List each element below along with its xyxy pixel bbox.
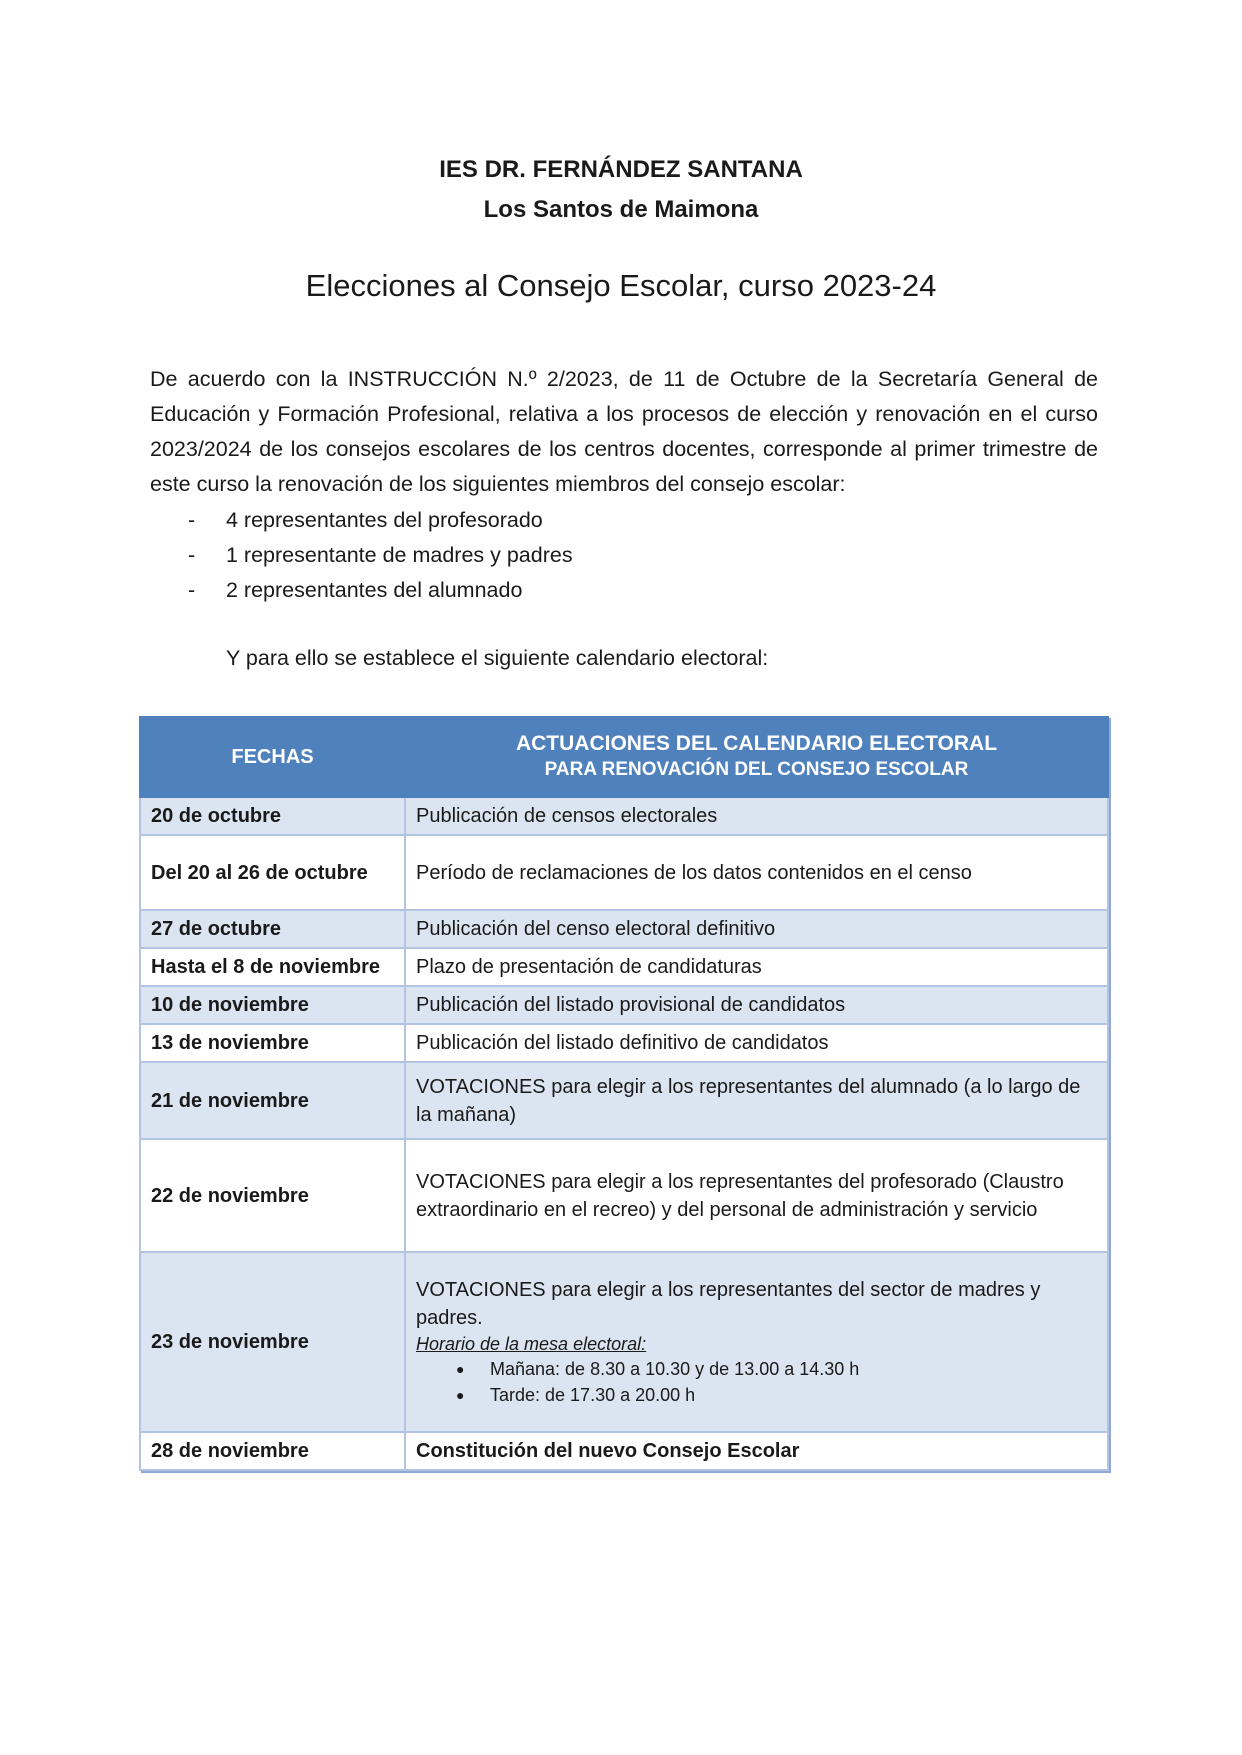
document-title: Elecciones al Consejo Escolar, curso 2023-24 — [305, 268, 937, 303]
row-action — [405, 1252, 1108, 1432]
intro-paragraph: De acuerdo con la INSTRUCCIÓN N.º 2/2023, de 11 de Octubre de la Secretaría General de Educación y Formación Profesional, relativa a los procesos de elección y renovación en el curso 2023/2024 de los consejos escolares de los centros docentes, corresponde al primer trimestre de este curso la renovación de los siguientes miembros del consejo escolar: — [150, 367, 1098, 496]
table-row — [140, 910, 1108, 948]
row-action: Publicación del listado definitivo de candidatos — [405, 1024, 1108, 1062]
table-header-row — [140, 717, 1108, 797]
row-date: 27 de octubre — [140, 910, 405, 948]
row-action-text: VOTACIONES para elegir a los representantes del sector de madres y padres. — [416, 1279, 1041, 1329]
school-name: IES DR. FERNÁNDEZ SANTANA — [439, 156, 803, 183]
list-item: - 4 representantes del profesorado — [150, 503, 950, 538]
header-actions-line1: ACTUACIONES DEL CALENDARIO ELECTORAL — [515, 732, 998, 755]
table-row — [140, 1024, 1108, 1062]
row-date: 22 de noviembre — [140, 1139, 405, 1252]
school-town: Los Santos de Maimona — [483, 196, 759, 223]
table-row — [140, 797, 1108, 835]
row-action: Publicación del censo electoral definitivo — [405, 910, 1108, 948]
header-actions — [405, 717, 1108, 797]
row-date: 28 de noviembre — [140, 1432, 405, 1470]
electoral-calendar-table — [139, 716, 1109, 1471]
row-action: Período de reclamaciones de los datos contenidos en el censo — [405, 835, 1108, 910]
row-date: 21 de noviembre — [140, 1062, 405, 1139]
schedule-heading: Horario de la mesa electoral: — [416, 1334, 647, 1354]
dash-marker: - — [188, 543, 196, 567]
list-item: ● Mañana: de 8.30 a 10.30 y de 13.00 a 14.30 h — [456, 1356, 1097, 1382]
schedule-list — [416, 1356, 1097, 1408]
header-actions-line2: PARA RENOVACIÓN DEL CONSEJO ESCOLAR — [544, 759, 969, 780]
row-action: Publicación de censos electorales — [405, 797, 1108, 835]
table-row — [140, 986, 1108, 1024]
row-action: VOTACIONES para elegir a los representantes del alumnado (a lo largo de la mañana) — [405, 1062, 1108, 1139]
row-action: Publicación del listado provisional de candidatos — [405, 986, 1108, 1024]
table-row — [140, 1252, 1108, 1432]
row-action: VOTACIONES para elegir a los representantes del profesorado (Claustro extraordinario en el recreo) y del personal de administración y servicio — [405, 1139, 1108, 1252]
row-date: 20 de octubre — [140, 797, 405, 835]
dash-marker: - — [188, 578, 196, 602]
list-item: ● Tarde: de 17.30 a 20.00 h — [456, 1382, 1097, 1408]
header-dates: FECHAS — [140, 717, 405, 797]
row-date: Del 20 al 26 de octubre — [140, 835, 405, 910]
table-row — [140, 1432, 1108, 1470]
list-item: - 1 representante de madres y padres — [150, 538, 950, 573]
row-action: Constitución del nuevo Consejo Escolar — [405, 1432, 1108, 1470]
table-row — [140, 948, 1108, 986]
table-row — [140, 1139, 1108, 1252]
row-date: 23 de noviembre — [140, 1252, 405, 1432]
row-date: Hasta el 8 de noviembre — [140, 948, 405, 986]
table-row — [140, 1062, 1108, 1139]
table-row — [140, 835, 1108, 910]
bullet-icon: ● — [456, 1387, 465, 1403]
list-item: - 2 representantes del alumnado — [150, 573, 950, 608]
dash-marker: - — [188, 508, 196, 532]
calendar-intro: Y para ello se establece el siguiente calendario electoral: — [226, 646, 769, 670]
row-date: 13 de noviembre — [140, 1024, 405, 1062]
row-date: 10 de noviembre — [140, 986, 405, 1024]
members-list — [150, 503, 950, 608]
bullet-icon: ● — [456, 1361, 465, 1377]
row-action: Plazo de presentación de candidaturas — [405, 948, 1108, 986]
